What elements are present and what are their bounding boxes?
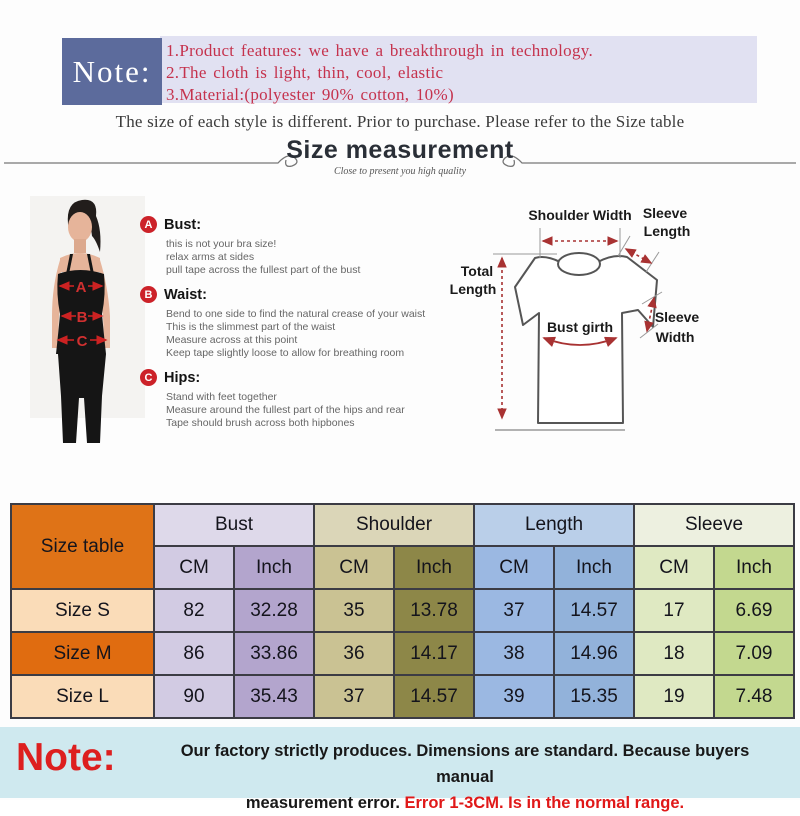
cell: 38 bbox=[474, 632, 554, 675]
sleeve-width-label-2: Width bbox=[655, 329, 695, 345]
note-item-2: 2.The cloth is light, thin, cool, elastic bbox=[166, 63, 444, 82]
total-length-label-1: Total bbox=[460, 263, 494, 279]
note-item-3: 3.Material:(polyester 90% cotton, 10%) bbox=[166, 85, 454, 104]
cell: 35 bbox=[314, 589, 394, 632]
bust-title: Bust: bbox=[164, 216, 202, 233]
cell: 33.86 bbox=[234, 632, 314, 675]
hips-marker-badge: C bbox=[140, 369, 157, 386]
bust-line: this is not your bra size! bbox=[166, 238, 277, 250]
cell: 37 bbox=[474, 589, 554, 632]
subheader-bust-inch: Inch bbox=[234, 546, 314, 589]
subheader-shoulder-cm: CM bbox=[314, 546, 394, 589]
measure-guide bbox=[140, 216, 436, 439]
note-items bbox=[166, 40, 754, 106]
row-label: Size L bbox=[11, 675, 154, 718]
guide-block-hips bbox=[140, 369, 436, 430]
sleeve-width-label-1: Sleeve bbox=[654, 309, 700, 325]
waist-marker-badge: B bbox=[140, 286, 157, 303]
subheader-shoulder-inch: Inch bbox=[394, 546, 474, 589]
cell: 19 bbox=[634, 675, 714, 718]
cell: 36 bbox=[314, 632, 394, 675]
row-label: Size S bbox=[11, 589, 154, 632]
cell: 32.28 bbox=[234, 589, 314, 632]
subheader-length-inch: Inch bbox=[554, 546, 634, 589]
table-row-size-s bbox=[11, 589, 794, 632]
col-header-sleeve: Sleeve bbox=[634, 504, 794, 546]
cell: 14.17 bbox=[394, 632, 474, 675]
body-measure-figure-image bbox=[30, 196, 145, 444]
hips-title: Hips: bbox=[164, 369, 201, 386]
col-header-length: Length bbox=[474, 504, 634, 546]
cell: 14.57 bbox=[554, 589, 634, 632]
cell: 37 bbox=[314, 675, 394, 718]
bottom-note-line2-red: Error 1-3CM. Is in the normal range. bbox=[404, 794, 685, 812]
subheader-sleeve-inch: Inch bbox=[714, 546, 794, 589]
bottom-note-text bbox=[150, 738, 780, 816]
cell: 86 bbox=[154, 632, 234, 675]
bust-line: pull tape across the fullest part of the bust bbox=[166, 264, 361, 276]
hips-line: Measure around the fullest part of the hips and rear bbox=[166, 404, 405, 416]
cell: 7.09 bbox=[714, 632, 794, 675]
bottom-note-label: Note: bbox=[16, 736, 116, 779]
guide-block-bust bbox=[140, 216, 436, 277]
waist-line: Bend to one side to find the natural crease of your waist bbox=[166, 308, 426, 320]
bust-marker-badge: A bbox=[140, 216, 157, 233]
cell: 82 bbox=[154, 589, 234, 632]
cell: 17 bbox=[634, 589, 714, 632]
waist-title: Waist: bbox=[164, 286, 207, 303]
cell: 35.43 bbox=[234, 675, 314, 718]
section-title: Size measurement bbox=[286, 136, 514, 164]
note-label: Note: bbox=[72, 53, 152, 89]
bust-girth-label: Bust girth bbox=[546, 319, 614, 335]
table-row-size-l bbox=[11, 675, 794, 718]
figure-marker-a: A bbox=[75, 279, 87, 296]
note-label-box bbox=[62, 38, 162, 105]
row-label: Size M bbox=[11, 632, 154, 675]
hips-line: Tape should brush across both hipbones bbox=[166, 417, 355, 429]
figure-marker-b: B bbox=[76, 309, 88, 326]
cell: 13.78 bbox=[394, 589, 474, 632]
total-length-label-2: Length bbox=[449, 281, 497, 297]
size-table-corner: Size table bbox=[11, 504, 154, 589]
subheader-length-cm: CM bbox=[474, 546, 554, 589]
waist-line: Measure across at this point bbox=[166, 334, 298, 346]
note-item-1: 1.Product features: we have a breakthrough in technology. bbox=[166, 41, 594, 60]
cell: 7.48 bbox=[714, 675, 794, 718]
table-row-size-m bbox=[11, 632, 794, 675]
guide-block-waist bbox=[140, 286, 436, 360]
size-table bbox=[10, 503, 795, 719]
cell: 14.57 bbox=[394, 675, 474, 718]
cell: 90 bbox=[154, 675, 234, 718]
sleeve-length-label-2: Length bbox=[643, 223, 691, 239]
figure-marker-c: C bbox=[76, 333, 88, 350]
waist-line: Keep tape slightly loose to allow for breathing room bbox=[166, 347, 405, 359]
bottom-note bbox=[0, 727, 800, 812]
cell: 39 bbox=[474, 675, 554, 718]
subheader-bust-cm: CM bbox=[154, 546, 234, 589]
waist-line: This is the slimmest part of the waist bbox=[166, 321, 336, 333]
cell: 14.96 bbox=[554, 632, 634, 675]
sleeve-length-label-1: Sleeve bbox=[642, 205, 688, 221]
col-header-bust: Bust bbox=[154, 504, 314, 546]
shoulder-width-label: Shoulder Width bbox=[528, 207, 632, 223]
bust-line: relax arms at sides bbox=[166, 251, 255, 263]
hips-line: Stand with feet together bbox=[166, 391, 277, 403]
size-notice-line: The size of each style is different. Prior to purchase. Please refer to the Size table bbox=[115, 112, 685, 131]
cell: 15.35 bbox=[554, 675, 634, 718]
section-subtitle: Close to present you high quality bbox=[333, 166, 467, 177]
bottom-note-line2-black: measurement error. bbox=[245, 794, 405, 812]
col-header-shoulder: Shoulder bbox=[314, 504, 474, 546]
bottom-note-line1: Our factory strictly produces. Dimensions are standard. Because buyers manual bbox=[180, 742, 750, 786]
cell: 6.69 bbox=[714, 589, 794, 632]
cell: 18 bbox=[634, 632, 714, 675]
shirt-measurement-diagram bbox=[446, 192, 716, 444]
subheader-sleeve-cm: CM bbox=[634, 546, 714, 589]
bottom-note-line2 bbox=[150, 790, 780, 816]
